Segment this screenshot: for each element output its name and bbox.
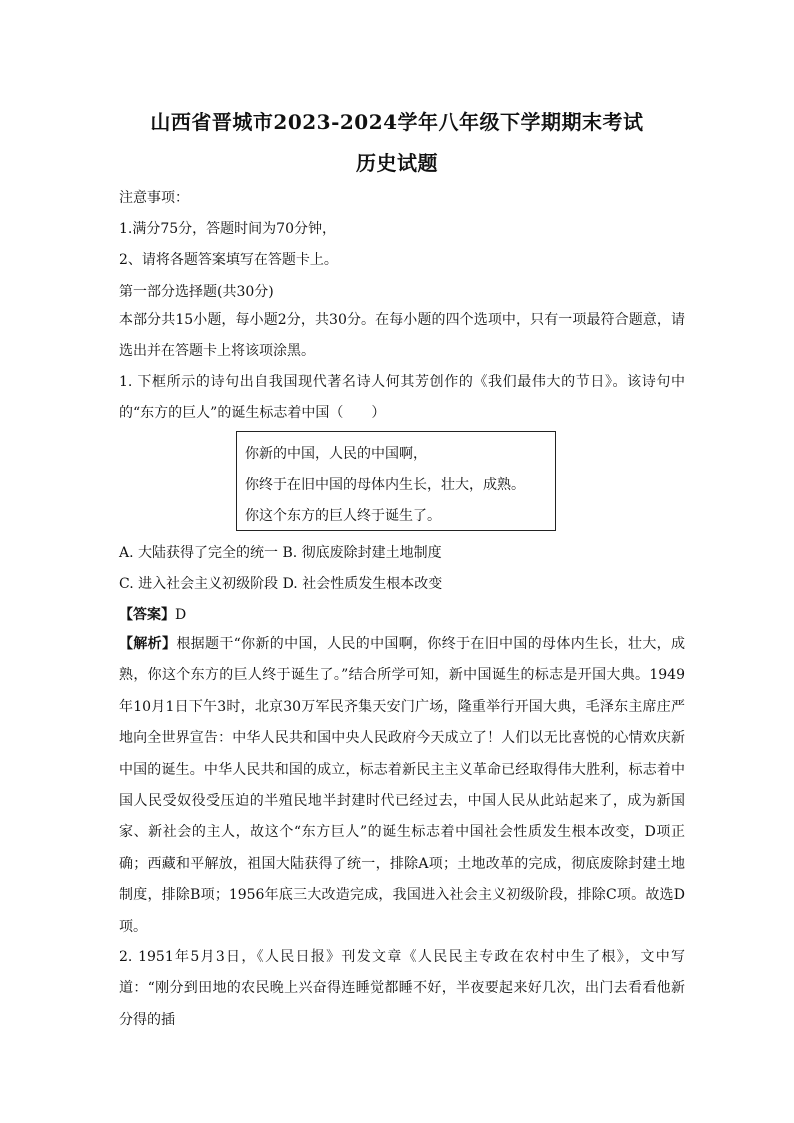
- answer-value: D: [175, 607, 187, 623]
- q1-poem-line: 你终于在旧中国的母体内生长，壮大，成熟。: [245, 477, 525, 493]
- notes-item-1: 1.满分75分，答题时间为70分钟，: [119, 221, 336, 237]
- notes-heading: 注意事项：: [119, 190, 189, 206]
- q1-options-cd: C. 进入社会主义初级阶段 D. 社会性质发生根本改变: [119, 576, 443, 592]
- answer-label: 【答案】: [119, 607, 175, 623]
- section-title: 第一部分选择题(共30分): [119, 284, 274, 300]
- q1-poem-line: 你新的中国，人民的中国啊，: [245, 446, 427, 462]
- notes-item-2: 2、请将各题答案填写在答题卡上。: [119, 252, 338, 268]
- analysis-label: 【解析】: [119, 636, 177, 652]
- q1-options-ab: A. 大陆获得了完全的统一 B. 彻底废除封建土地制度: [119, 545, 442, 561]
- q2-stem: 2. 1951年5月3日，《人民日报》刊发文章《人民民主专政在农村中生了根》，文中写道：“刚分到田地的农民晚上兴奋得连睡觉都睡不好，半夜要起来好几次，出门去看看他新分得的插: [119, 949, 685, 1028]
- analysis-text: 根据题干“你新的中国，人民的中国啊，你终于在旧中国的母体内生长，壮大，成熟，你这个东方的巨人终于诞生了。”结合所学可知，新中国诞生的标志是开国大典。1949年10月1日下午3时，北京30万军民齐集天安门广场，隆重举行开国大典，毛泽东主席庄严地向全世界宣告：中华人民共和国中央人民政府今天成立了！人们以无比喜悦的心情欢庆新中国的诞生。中华人民共和国的成立，标志着新民主主义革命已经取得伟大胜利，标志着中国人民受奴役受压迫的半殖民地半封建时代已经过去，中国人民从此站起来了，成为新国家、新社会的主人，故这个“东方巨人”的诞生标志着中国社会性质发生根本改变，D项正确；西藏和平解放，祖国大陆获得了统一，排除A项；土地改革的完成，彻底废除封建土地制度，排除B项；1956年底三大改造完成，我国进入社会主义初级阶段，排除C项。故选D项。: [119, 636, 686, 935]
- q1-answer: [119, 604, 186, 624]
- exam-subtitle: 历史试题: [356, 151, 438, 175]
- q1-poem-line: 你这个东方的巨人终于诞生了。: [245, 508, 441, 524]
- q1-analysis: [119, 629, 685, 943]
- q1-stem: 1. 下框所示的诗句出自我国现代著名诗人何其芳创作的《我们最伟大的节日》。该诗句中的“东方的巨人”的诞生标志着中国（ ）: [119, 374, 685, 422]
- q1-poem-box: [236, 431, 556, 531]
- exam-title: 山西省晋城市2023-2024学年八年级下学期期末考试: [150, 110, 644, 134]
- section-instruction: 本部分共15小题，每小题2分，共30分。在每小题的四个选项中，只有一项最符合题意，请选出并在答题卡上将该项涂黑。: [119, 312, 685, 360]
